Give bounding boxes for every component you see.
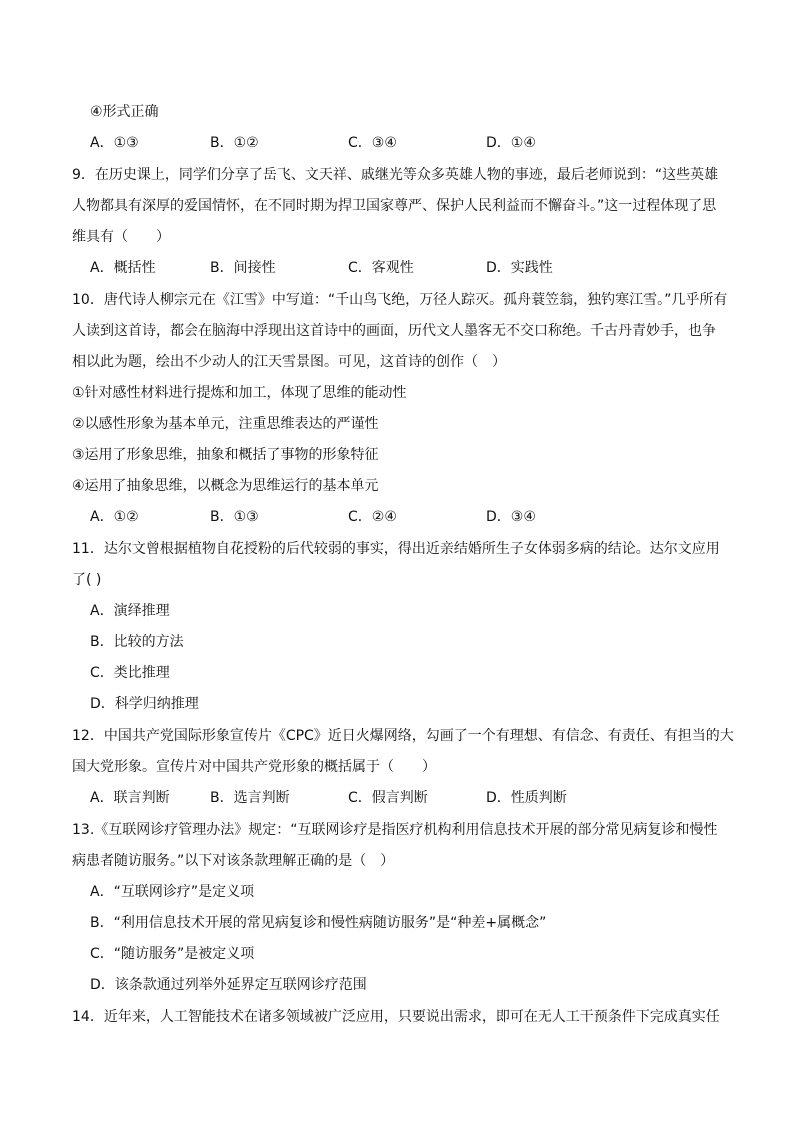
q9-option-b: B．间接性: [210, 260, 276, 276]
q10-option-c: C．②④: [348, 509, 397, 525]
q12-option-c: C．假言判断: [348, 790, 428, 806]
q10-item-2: ②以感性形象为基本单元，注重思维表达的严谨性: [72, 416, 379, 432]
q10-stem-line-3: 相以此为题，绘出不少动人的江天雪景图。可见，这首诗的创作（ ）: [72, 354, 506, 370]
q12-options: [90, 788, 730, 808]
q12-option-a: A．联言判断: [90, 790, 170, 806]
q10-option-b: B．①③: [210, 509, 259, 525]
q11-stem-line-2: 了( ): [72, 572, 102, 588]
q8-option-d: D．①④: [486, 135, 536, 151]
q8-options: [90, 133, 730, 153]
q8-item-4: ④形式正确: [90, 104, 159, 120]
q11-option-b: B．比较的方法: [90, 634, 184, 650]
q11-option-a: A．演绎推理: [90, 603, 170, 619]
q11-option-d: D．科学归纳推理: [90, 696, 199, 712]
q10-item-1: ①针对感性材料进行提炼和加工，体现了思维的能动性: [72, 385, 407, 401]
q8-option-c: C．③④: [348, 135, 397, 151]
q13-option-d: D．该条款通过列举外延界定互联网诊疗范围: [90, 977, 367, 993]
q13-stem-line-2: 病患者随访服务。”以下对该条款理解正确的是（ ）: [72, 853, 395, 869]
q8-option-a: A．①③: [90, 135, 139, 151]
q8-option-b: B．①②: [210, 135, 259, 151]
q14-stem-line-1: 14．近年来，人工智能技术在诸多领域被广泛应用，只要说出需求，即可在无人工干预条件下完成真实任: [72, 1009, 720, 1025]
q9-option-d: D．实践性: [486, 260, 553, 276]
q13-option-c: C．“随访服务”是被定义项: [90, 946, 255, 962]
q12-option-b: B．选言判断: [210, 790, 290, 806]
q11-stem-line-1: 11．达尔文曾根据植物自花授粉的后代较弱的事实，得出近亲结婚所生子女体弱多病的结论。达尔文应用: [72, 541, 720, 557]
q12-option-d: D．性质判断: [486, 790, 567, 806]
q12-stem-line-2: 国大党形象。宣传片对中国共产党形象的概括属于（ ）: [72, 759, 436, 775]
q12-stem-line-1: 12．中国共产党国际形象宣传片《CPC》近日火爆网络，勾画了一个有理想、有信念、有责任、有担当的大: [72, 728, 734, 744]
q13-option-a: A．“互联网诊疗”是定义项: [90, 884, 255, 900]
q9-option-a: A．概括性: [90, 260, 156, 276]
q9-stem-line-1: 9．在历史课上，同学们分享了岳飞、文天祥、戚继光等众多英雄人物的事迹，最后老师说到：“这些英雄: [72, 167, 719, 183]
q10-stem-line-1: 10．唐代诗人柳宗元在《江雪》中写道：“千山鸟飞绝，万径人踪灭。孤舟蓑笠翁，独钓寒江雪。”几乎所有: [72, 292, 728, 308]
q10-item-3: ③运用了形象思维，抽象和概括了事物的形象特征: [72, 447, 379, 463]
q9-options: [90, 258, 730, 278]
q9-stem-line-2: 人物都具有深厚的爱国情怀，在不同时期为捍卫国家尊严、保护人民利益而不懈奋斗。”这一过程体现了思: [72, 198, 717, 214]
q9-option-c: C．客观性: [348, 260, 414, 276]
q13-stem-line-1: 13.《互联网诊疗管理办法》规定：“互联网诊疗是指医疗机构利用信息技术开展的部分常见病复诊和慢性: [72, 822, 718, 838]
q11-option-c: C．类比推理: [90, 665, 170, 681]
q9-stem-line-3: 维具有（ ）: [72, 229, 170, 245]
q10-option-d: D．③④: [486, 509, 536, 525]
q10-item-4: ④运用了抽象思维，以概念为思维运行的基本单元: [72, 478, 379, 494]
q10-options: [90, 507, 730, 527]
q13-option-b: B．“利用信息技术开展的常见病复诊和慢性病随访服务”是“种差+属概念”: [90, 915, 547, 931]
q10-stem-line-2: 人读到这首诗，都会在脑海中浮现出这首诗中的画面，历代文人墨客无不交口称绝。千古丹青妙手，也争: [72, 323, 716, 339]
q10-option-a: A．①②: [90, 509, 139, 525]
